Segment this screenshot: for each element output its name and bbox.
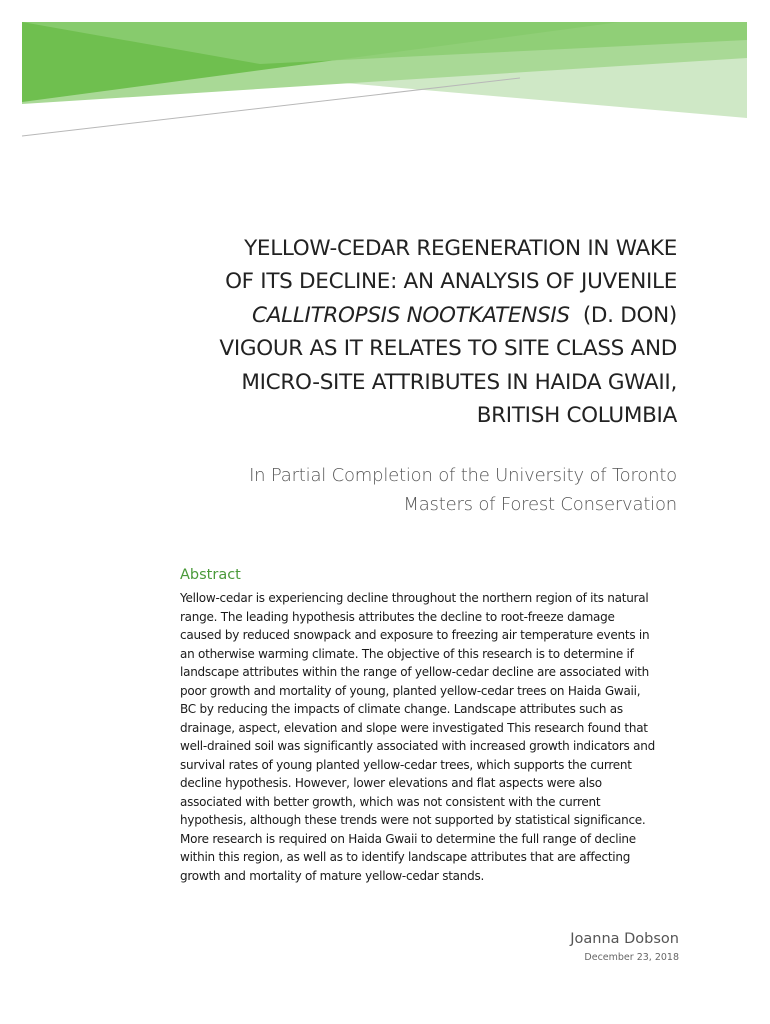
document-title bbox=[150, 232, 677, 432]
document-date: December 23, 2018 bbox=[584, 952, 679, 963]
subtitle-line-1: In Partial Completion of the University of Toronto bbox=[249, 465, 677, 486]
title-line-2: OF ITS DECLINE: AN ANALYSIS OF JUVENILE bbox=[225, 269, 677, 295]
title-line-1: YELLOW-CEDAR REGENERATION IN WAKE bbox=[244, 236, 677, 261]
species-authority: (D. DON) bbox=[582, 302, 677, 328]
title-line-6: BRITISH COLUMBIA bbox=[476, 403, 677, 429]
abstract-line: More research is required on Haida Gwaii to determine the full range of decline bbox=[180, 831, 636, 846]
abstract-line: well-drained soil was significantly associated with increased growth indicators and bbox=[180, 739, 655, 753]
abstract-line: drainage, aspect, elevation and slope were investigated This research found that bbox=[180, 720, 648, 735]
abstract-line: range. The leading hypothesis attributes the decline to root-freeze damage bbox=[180, 609, 615, 624]
abstract-body bbox=[180, 589, 700, 885]
title-line-4: VIGOUR AS IT RELATES TO SITE CLASS AND bbox=[219, 336, 677, 362]
abstract-line: hypothesis, although these trends were not supported by statistical significance. bbox=[180, 813, 646, 827]
abstract-line: growth and mortality of mature yellow-cedar stands. bbox=[180, 868, 485, 883]
abstract-line: landscape attributes within the range of yellow-cedar decline are associated with bbox=[180, 665, 649, 679]
document-subtitle bbox=[150, 461, 677, 519]
abstract-line: associated with better growth, which was not consistent with the current bbox=[180, 794, 601, 809]
abstract-line: an otherwise warming climate. The objective of this research is to determine if bbox=[180, 646, 634, 661]
species-name-italic: CALLITROPSIS NOOTKATENSIS bbox=[252, 302, 570, 328]
title-line-5: MICRO-SITE ATTRIBUTES IN HAIDA GWAII, bbox=[241, 369, 677, 395]
abstract-line: BC by reducing the impacts of climate change. Landscape attributes such as bbox=[180, 702, 623, 716]
abstract-line: poor growth and mortality of young, planted yellow-cedar trees on Haida Gwaii, bbox=[180, 683, 641, 698]
abstract-line: caused by reduced snowpack and exposure to freezing air temperature events in bbox=[180, 628, 650, 642]
abstract-heading: Abstract bbox=[180, 567, 241, 583]
abstract-line: Yellow-cedar is experiencing decline throughout the northern region of its natural bbox=[180, 591, 649, 605]
author-name: Joanna Dobson bbox=[570, 931, 679, 947]
abstract-line: decline hypothesis. However, lower elevations and flat aspects were also bbox=[180, 776, 602, 790]
abstract-line: survival rates of young planted yellow-cedar trees, which supports the current bbox=[180, 757, 632, 772]
title-line-3 bbox=[150, 299, 677, 332]
subtitle-line-2: Masters of Forest Conservation bbox=[403, 494, 677, 515]
header-banner-graphic bbox=[0, 0, 770, 150]
abstract-line: within this region, as well as to identify landscape attributes that are affecting bbox=[180, 850, 631, 864]
